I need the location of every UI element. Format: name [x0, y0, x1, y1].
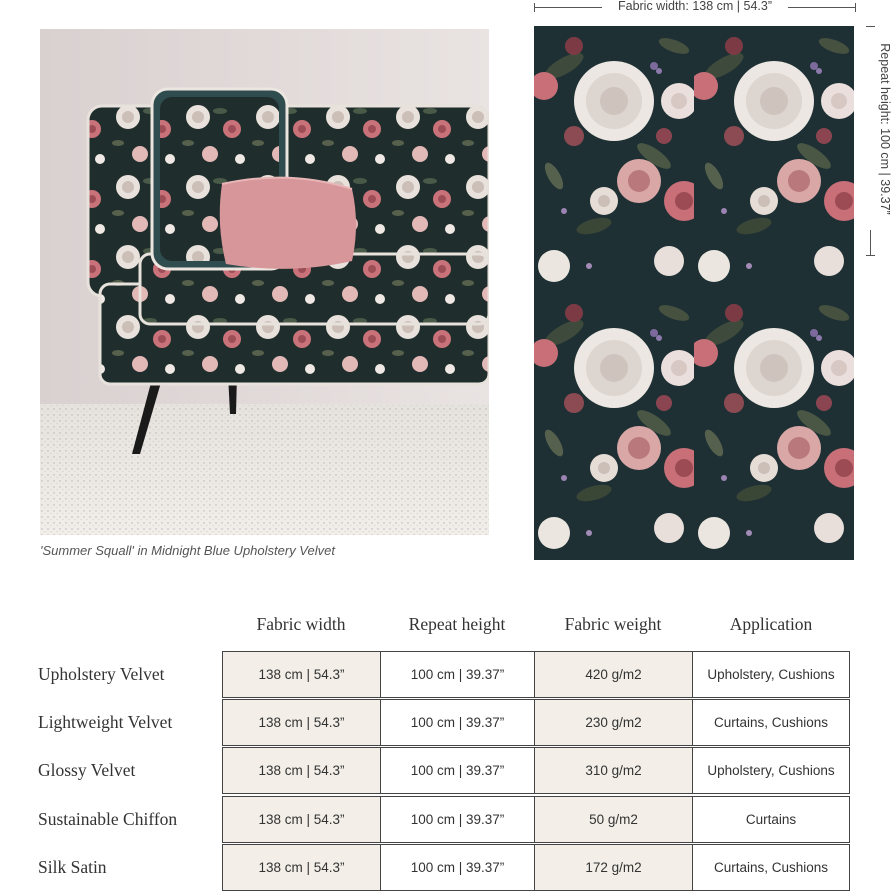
header-fabric-weight: Fabric weight [564, 614, 662, 634]
table-cell-weight: 310 g/m2 [534, 747, 693, 794]
table-cell-width: 138 cm | 54.3” [222, 796, 381, 843]
table-cell-width: 138 cm | 54.3” [222, 651, 381, 698]
table-cell-repeat: 100 cm | 39.37” [380, 651, 535, 698]
fabric-width-label: Fabric width: 138 cm | 54.3” [617, 0, 772, 13]
table-cell-application: Curtains, Cushions [692, 844, 850, 891]
header-application: Application [729, 614, 813, 634]
row-label-glossy-velvet: Glossy Velvet [38, 760, 136, 780]
table-cell-weight: 230 g/m2 [534, 699, 693, 746]
table-cell-repeat: 100 cm | 39.37” [380, 796, 535, 843]
repeat-height-label: Repeat height: 100 cm | 39.37” [878, 43, 892, 215]
table-cell-application: Upholstery, Cushions [692, 747, 850, 794]
fabric-width-dimension [534, 0, 856, 14]
fabric-swatch [534, 26, 854, 560]
table-cell-width: 138 cm | 54.3” [222, 844, 381, 891]
table-cell-weight: 420 g/m2 [534, 651, 693, 698]
table-cell-weight: 50 g/m2 [534, 796, 693, 843]
header-fabric-width: Fabric width [256, 614, 346, 634]
row-label-lightweight-velvet: Lightweight Velvet [38, 712, 173, 732]
table-cell-repeat: 100 cm | 39.37” [380, 747, 535, 794]
table-cell-repeat: 100 cm | 39.37” [380, 844, 535, 891]
product-caption: 'Summer Squall' in Midnight Blue Upholstery Velvet [40, 543, 335, 558]
table-cell-width: 138 cm | 54.3” [222, 747, 381, 794]
row-label-upholstery-velvet: Upholstery Velvet [38, 664, 165, 684]
table-cell-application: Curtains [692, 796, 850, 843]
table-cell-application: Curtains, Cushions [692, 699, 850, 746]
table-cell-weight: 172 g/m2 [534, 844, 693, 891]
table-cell-repeat: 100 cm | 39.37” [380, 699, 535, 746]
table-cell-width: 138 cm | 54.3” [222, 699, 381, 746]
repeat-height-dimension [862, 26, 892, 256]
row-label-sustainable-chiffon: Sustainable Chiffon [38, 809, 178, 829]
header-repeat-height: Repeat height [408, 614, 506, 634]
table-cell-application: Upholstery, Cushions [692, 651, 850, 698]
row-label-silk-satin: Silk Satin [38, 857, 107, 877]
sofa-product-photo [40, 29, 489, 535]
